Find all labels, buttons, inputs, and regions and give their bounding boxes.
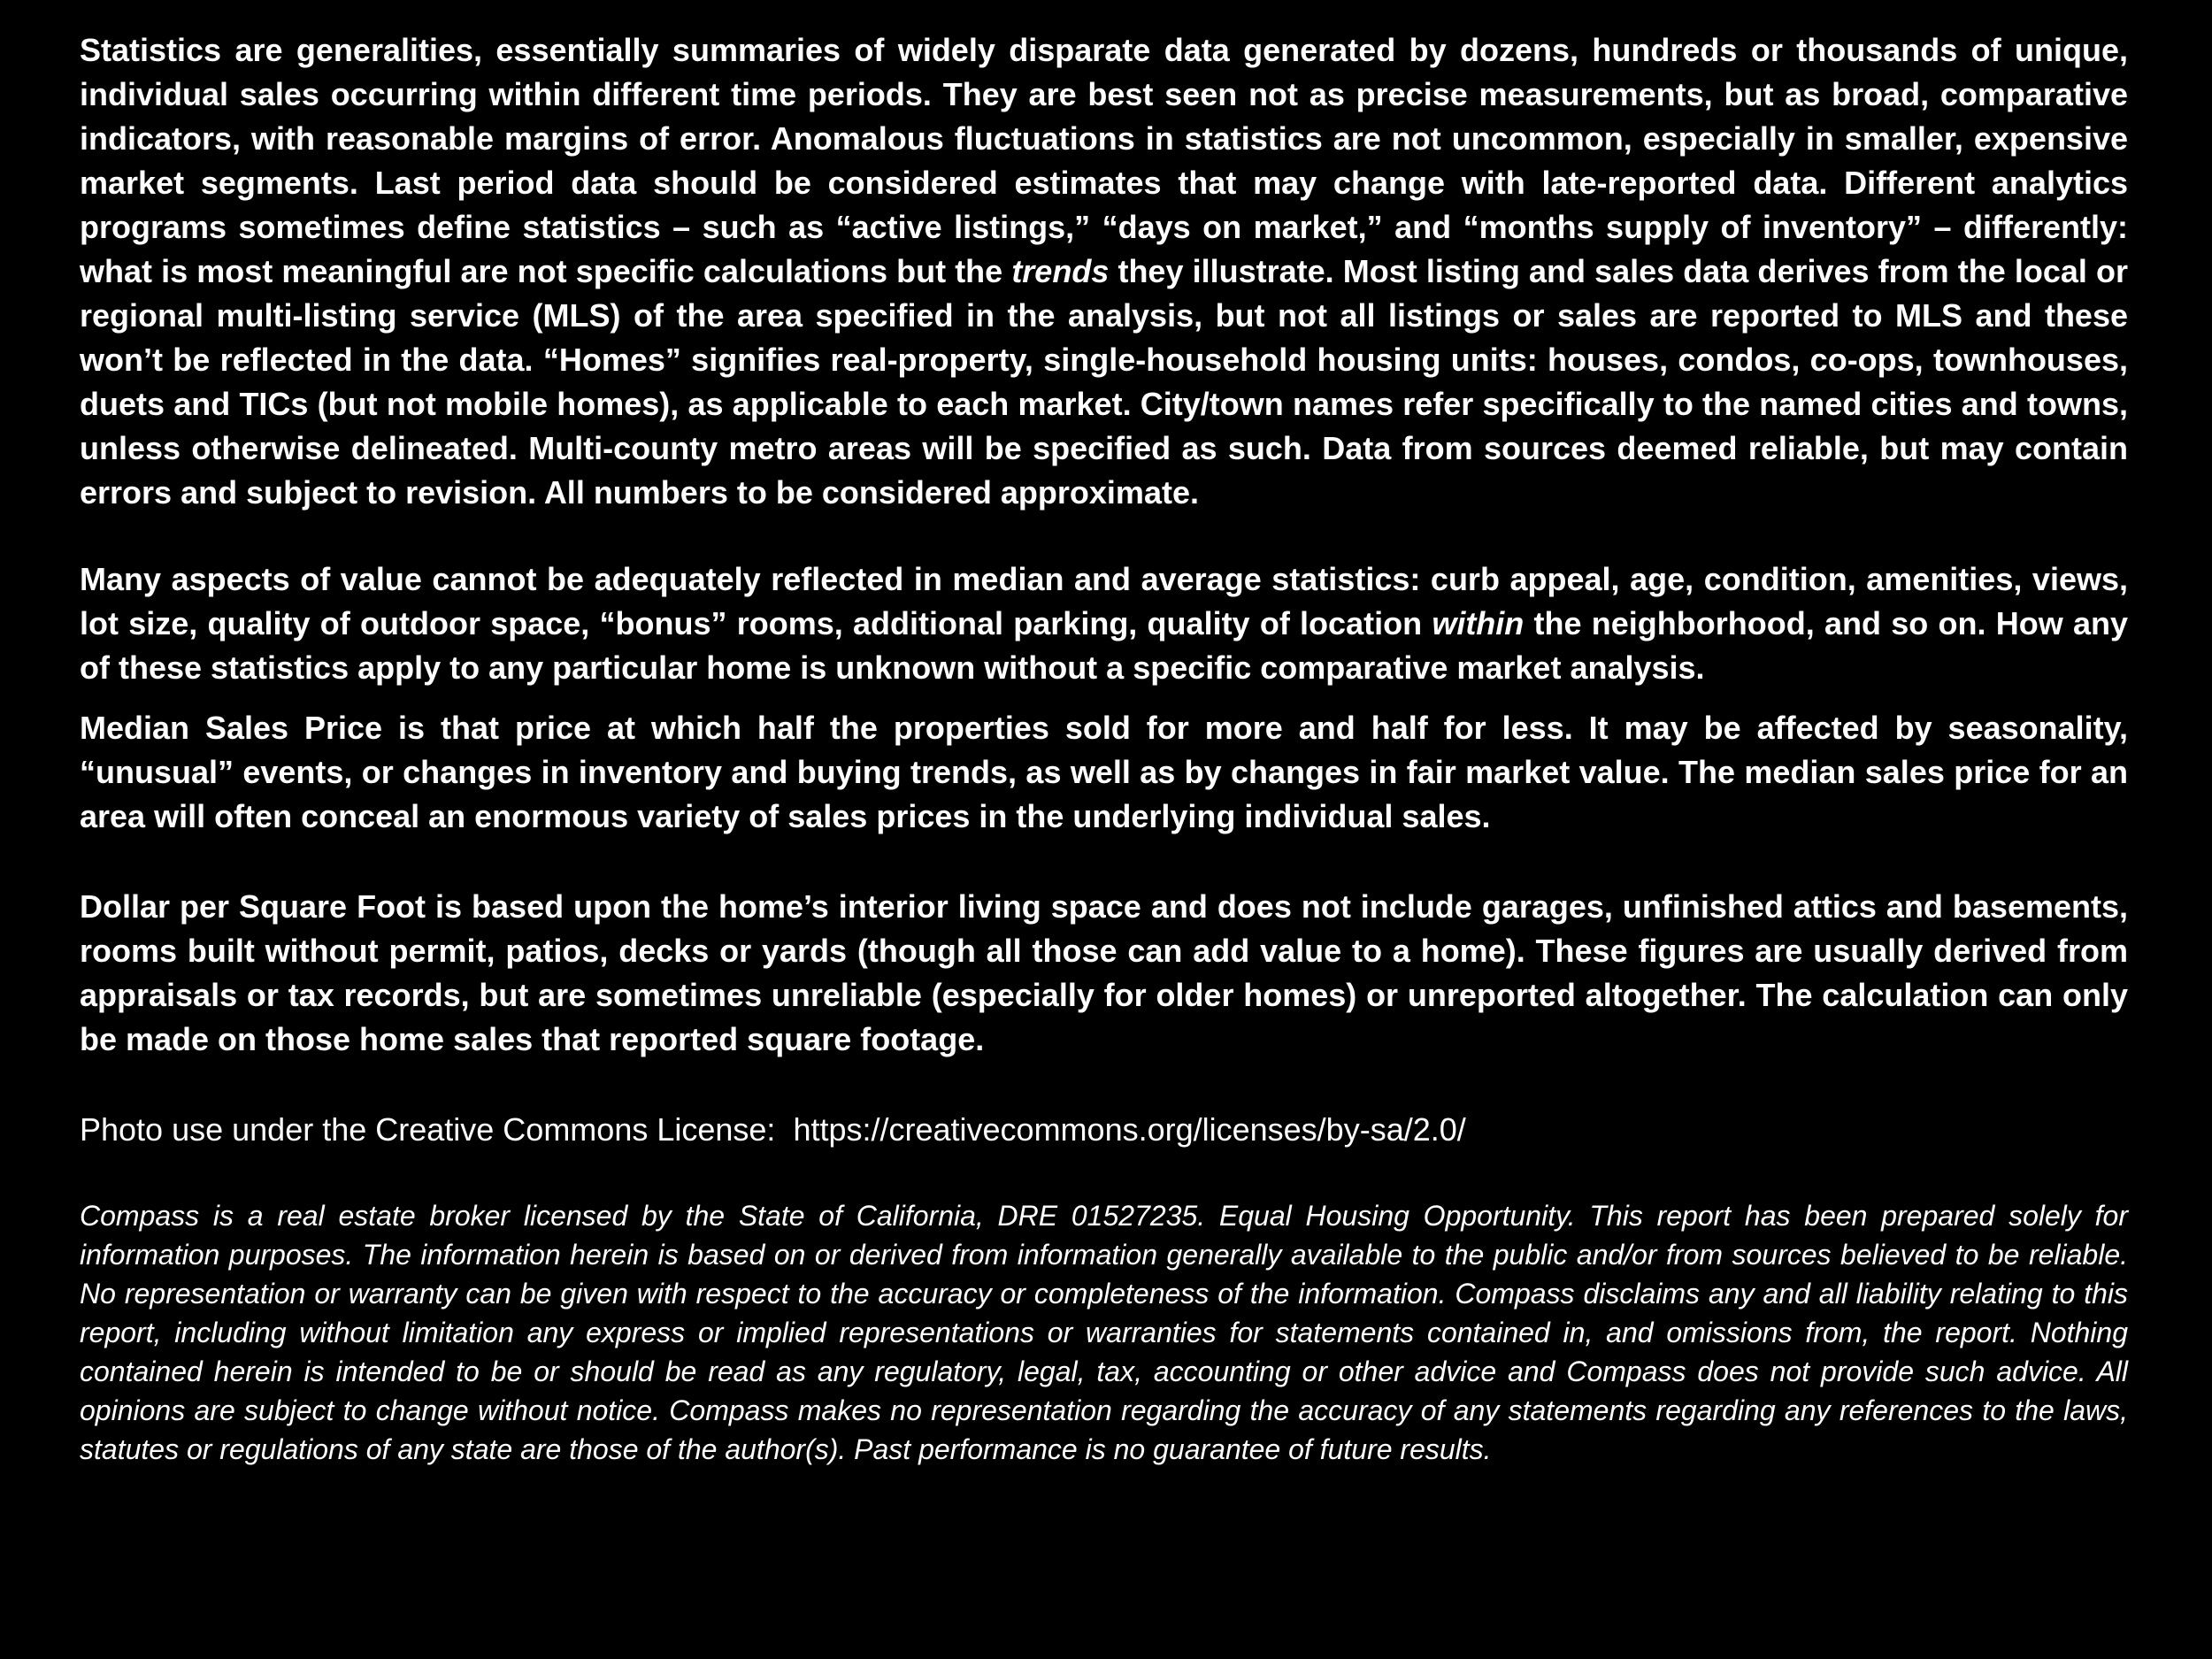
value-aspects-text-1: Many aspects of value cannot be adequately reflected in median and average statistics: curb appeal, age, condition, amenities, views, lot size, quality of outdoor space, “bonus” rooms, additional parking, quality of location xyxy=(80,561,2128,641)
statistics-paragraph-text-1: Statistics are generalities, essentially summaries of widely disparate data generated by dozens, hundreds or thousands of unique, individual sales occurring within different time periods. They are best seen not as precise measurements, but as broad, comparative indicators, with reasonable margins of error. Anomalous fluctuations in statistics are not uncommon, especially in smaller, expensive market segments. Last period data should be considered estimates that may change with late-reported data. Different analytics programs sometimes define statistics – such as “active listings,” “days on market,” and “months supply of inventory” – differently: what is most meaningful are not specific calculations but the xyxy=(80,32,2128,289)
statistics-paragraph-text-2: they illustrate. Most listing and sales data derives from the local or regional multi-listing service (MLS) of the area specified in the analysis, but not all listings or sales are reported to MLS and these won’t be reflected in the data. “Homes” signifies real-property, single-household housing units: houses, condos, co-ops, townhouses, duets and TICs (but not mobile homes), as applicable to each market. City/town names refer specifically to the named cities and towns, unless otherwise delineated. Multi-county metro areas will be specified as such. Data from sources deemed reliable, but may contain errors and subject to revision. All numbers to be considered approximate. xyxy=(80,253,2128,511)
trends-italic-word: trends xyxy=(1011,253,1110,289)
photo-license-line xyxy=(80,1108,2128,1152)
within-italic-word: within xyxy=(1432,605,1525,641)
creative-commons-link[interactable]: https://creativecommons.org/licenses/by-sa/2.0/ xyxy=(793,1111,1466,1148)
value-aspects-paragraph xyxy=(80,557,2128,690)
statistics-methodology-paragraph xyxy=(80,28,2128,515)
dollar-per-square-foot-paragraph: Dollar per Square Foot is based upon the home’s interior living space and does not include garages, unfinished attics and basements, rooms built without permit, patios, decks or yards (though all those can add value to a home). These figures are usually derived from appraisals or tax records, but are sometimes unreliable (especially for older homes) or unreported altogether. The calculation can only be made on those home sales that reported square footage. xyxy=(80,888,2128,1057)
value-aspects-text-2: the neighborhood, and so on. How any of these statistics apply to any particular home is unknown without a specific comparative market analysis. xyxy=(80,605,2128,686)
median-sales-price-paragraph: Median Sales Price is that price at which half the properties sold for more and half for less. It may be affected by seasonality, “unusual” events, or changes in inventory and buying trends, as well as by changes in fair market value. The median sales price for an area will often conceal an enormous variety of sales prices in the underlying individual sales. xyxy=(80,710,2128,834)
photo-license-label: Photo use under the Creative Commons License: xyxy=(80,1111,794,1148)
compass-legal-disclaimer-paragraph: Compass is a real estate broker licensed by the State of California, DRE 01527235. Equal Housing Opportunity. This report has been prepared solely for information purposes. The information herein is based on or derived from information generally available to the public and/or from sources believed to be reliable. No representation or warranty can be given with respect to the accuracy or completeness of the information. Compass disclaims any and all liability relating to this report, including without limitation any express or implied representations or warranties for statements contained in, and omissions from, the report. Nothing contained herein is intended to be or should be read as any regulatory, legal, tax, accounting or other advice and Compass does not provide such advice. All opinions are subject to change without notice. Compass makes no representation regarding the accuracy of any statements regarding any references to the laws, statutes or regulations of any state are those of the author(s). Past performance is no guarantee of future results. xyxy=(80,1200,2128,1465)
